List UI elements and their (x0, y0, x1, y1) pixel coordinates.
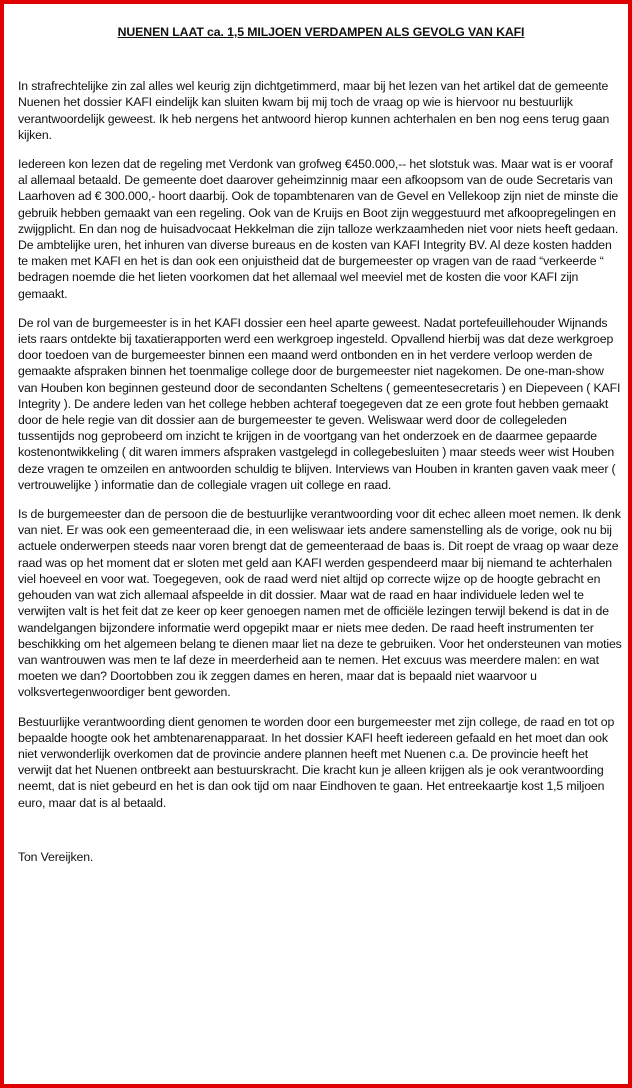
paragraph-5: Bestuurlijke verantwoording dient genomen te worden door een burgemeester met zijn college, de raad en tot op bepaalde hoogte ook het ambtenarenapparaat. In het dossier KAFI heeft iedereen gefaald en het moet dan ook niet verwonderlijk overkomen dat de provincie andere plannen heeft met Nuenen c.a. De provincie heeft het verwijt dat het Nuenen ontbreekt aan bestuurskracht. Die kracht kun je alleen krijgen als je ook verantwoording neemt, dat is niet gebeurd en het is dan ook tijd om naar Eindhoven te gaan. Het entreekaartje kost 1,5 miljoen euro, maar dat is al betaald. (18, 714, 615, 810)
paragraph-4: Is de burgemeester dan de persoon die de bestuurlijke verantwoording voor dit echec alleen moet nemen. Ik denk van niet. Er was ook een gemeenteraad die, in een weliswaar iets andere samenstelling als de vorige, ook nu bij actuele onderwerpen steeds naar voren brengt dat de gemeenteraad de baas is. Dit roept de vraag op waar deze raad was op het moment dat er sloten met geld aan KAFI werden gespendeerd maar bij niemand te achterhalen viel hoeveel en voor wat. Toegegeven, ook de raad werd niet altijd op correcte wijze op de hoogte gebracht en gehouden van wat zich allemaal afspeelde in dit dossier. Maar wat de raad en haar individuele leden wel te verwijten valt is het feit dat ze keer op keer genoegen namen met de officiële lezingen terwijl bekend is dat in de wandelgangen bijzondere informatie werd opgepikt maar er niets mee deden. De raad heeft instrumenten ter beschikking om het algemeen belang te dienen maar liet na deze te gebruiken. Voor het ondersteunen van moties van wantrouwen was men te laf deze in meerderheid aan te nemen. Het excuus was meerdere malen: en wat moeten we dan? Doortobben zou ik zeggen dames en heren, maar dat is bepaald niet waarvoor u volksvertegenwoordiger bent geworden. (18, 507, 622, 700)
document-body (18, 24, 624, 878)
paragraph-2: Iedereen kon lezen dat de regeling met Verdonk van grofweg €450.000,-- het slotstuk was. Maar wat is er vooraf al allemaal betaald. De gemeente doet daarover geheimzinnig maar een afkoopsom van de oude Secretaris van Laarhoven ad € 300.000,- hoort daarbij. Ook de topambtenaren van de Gevel en Vellekoop zijn niet de minste die gebruik hebben gemaakt van een regeling. Ook van de Kruijs en Boot zijn weggestuurd met afkoopregelingen en zwijgplicht. En dan nog de huisadvocaat Hekkelman die zijn talloze werkzaamheden niet voor niets heeft gedaan. De ambtelijke uren, het inhuren van diverse bureaus en de kosten van KAFI Integrity BV. Al deze kosten hadden te maken met KAFI en het is dan ook een onjuistheid dat de burgemeester op vragen van de raad “verkeerde “ bedragen noemde die het lieten voorkomen dat het allemaal wel meeviel met de kosten die voor KAFI zijn gemaakt. (18, 157, 619, 301)
document-title: NUENEN LAAT ca. 1,5 MILJOEN VERDAMPEN ALS GEVOLG VAN KAFI (117, 25, 525, 39)
paragraph-3: De rol van de burgemeester is in het KAFI dossier een heel aparte geweest. Nadat portefeuillehouder Wijnands iets raars ontdekte bij taxatierapporten werd een werkgroep ingesteld. Opvallend hierbij was dat deze werkgroep door toedoen van de burgemeester binnen een maand werd ontbonden en in het verdere verloop werden de gemaakte afspraken binnen het toenmalige college door de burgemeester niet nagekomen. De one-man-show van Houben kon beginnen gesteund door de secondanten Scheltens ( gemeentesecretaris ) en Diepeveen ( KAFI Integrity ). De andere leden van het college hebben achteraf toegegeven dat ze een grote fout hebben gemaakt door de hele regie van dit dossier aan de burgemeester te geven. Weliswaar werd door de collegeleden tussentijds nog geprobeerd om inzicht te krijgen in de voortgang van het onderzoek en de daarmee gepaarde kostenontwikkeling ( dit waren immers afspraken vastgelegd in collegebesluiten ) maar steeds weer wist Houben deze vragen te omzeilen en antwoorden schuldig te blijven. Interviews van Houben in kranten gaven vaak meer ( vertrouwelijke ) informatie dan de collegiale vragen uit college en raad. (18, 315, 621, 492)
signature: Ton Vereijken. (18, 849, 94, 864)
paragraph-1: In strafrechtelijke zin zal alles wel keurig zijn dichtgetimmerd, maar bij het lezen van het artikel dat de gemeente Nuenen het dossier KAFI eindelijk kan sluiten kwam bij mij toch de vraag op wie is hiervoor nu bestuurlijk verantwoordelijk geweest. Ik heb nergens het antwoord hierop kunnen achterhalen en ben nog eens terug gaan kijken. (18, 79, 610, 142)
